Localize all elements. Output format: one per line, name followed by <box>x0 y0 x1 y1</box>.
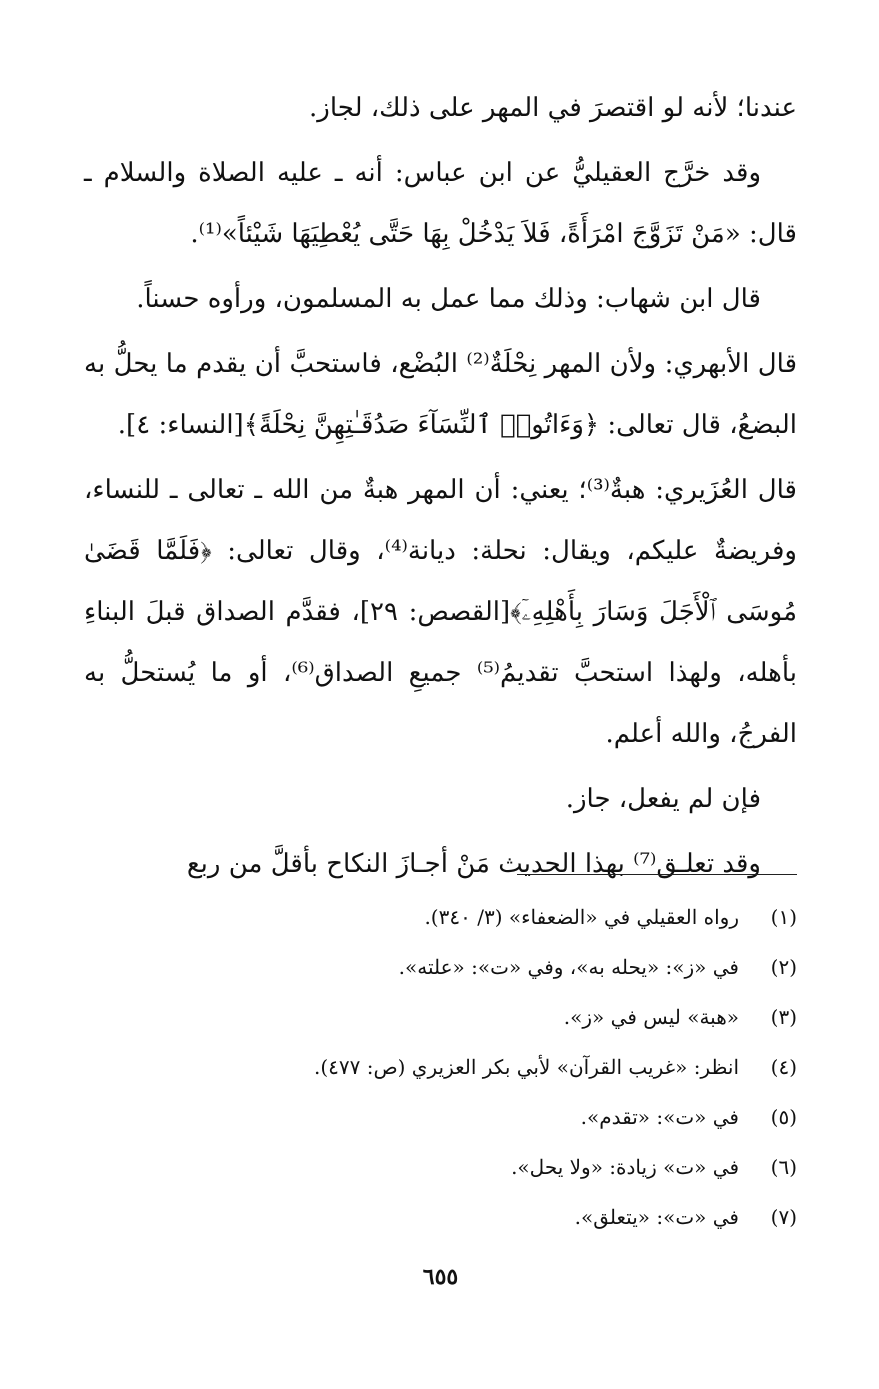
footnote-number: (٣) <box>770 1005 797 1029</box>
footnote-text: انظر: «غريب القرآن» لأبي بكر العزيري (ص: ٤٧٧). <box>313 1055 739 1079</box>
footnote-text: رواه العقيلي في «الضعفاء» (٣/ ٣٤٠). <box>424 905 739 929</box>
paragraph-4: قال الأبهري: ولأن المهر نِحْلَةٌ⁽²⁾ البُضْع، فاستحبَّ أن يقدم ما يحلُّ به البضعُ، قال تعالى: ﴿وَءَاتُوا۟ ٱلنِّسَآءَ صَدُقَـٰتِهِنَّ نِحْلَةً﴾[النساء: ٤]. <box>84 349 797 440</box>
footnote-4 <box>84 1042 797 1092</box>
footnote-separator <box>517 874 797 875</box>
footnote-number: (٧) <box>770 1205 797 1229</box>
main-text <box>84 78 797 895</box>
footnote-text: في «ت» زيادة: «ولا يحل». <box>511 1155 739 1179</box>
footnote-6 <box>84 1142 797 1192</box>
footnote-3 <box>84 992 797 1042</box>
footnotes <box>84 892 797 1242</box>
footnote-text: في «ت»: «يتعلق». <box>574 1205 739 1229</box>
footnote-2 <box>84 942 797 992</box>
paragraph-2: وقد خرَّج العقيليُّ عن ابن عباس: أنه ـ عليه الصلاة والسلام ـ قال: «مَنْ تَزَوَّجَ امْرَأَةً، فَلاَ يَدْخُلْ بِهَا حَتَّى يُعْطِيَهَا شَيْئاً»⁽¹⁾. <box>84 158 797 249</box>
footnote-1 <box>84 892 797 942</box>
footnote-text: «هبة» ليس في «ز». <box>563 1005 739 1029</box>
footnote-number: (٥) <box>770 1105 797 1129</box>
book-page <box>84 78 797 1389</box>
footnote-7 <box>84 1192 797 1242</box>
footnote-number: (٢) <box>770 955 797 979</box>
footnote-5 <box>84 1092 797 1142</box>
footnote-text: في «ز»: «يحله به»، وفي «ت»: «علته». <box>398 955 739 979</box>
footnote-number: (٦) <box>770 1155 797 1179</box>
footnote-text: في «ت»: «تقدم». <box>580 1105 739 1129</box>
paragraph-6: فإن لم يفعل، جاز. <box>565 784 761 814</box>
paragraph-5: قال العُزَيري: هبةٌ⁽³⁾؛ يعني: أن المهر هبةٌ من الله ـ تعالى ـ للنساء، وفريضةٌ عليكم، ويقال: نحلة: ديانة⁽⁴⁾، وقال تعالى: ﴿فَلَمَّا قَضَىٰ مُوسَى ٱلْأَجَلَ وَسَارَ بِأَهْلِهِۦٓ﴾[القصص: ٢٩]، فقدَّم الصداق قبلَ البناءِ بأهله، ولهذا استحبَّ تقديمُ⁽⁵⁾ جميعِ الصداق⁽⁶⁾، أو ما يُستحلُّ به الفرجُ، والله أعلم. <box>84 475 798 749</box>
footnote-number: (٤) <box>770 1055 797 1079</box>
paragraph-7: وقد تعلـق⁽⁷⁾ بهذا الحديث مَنْ أجـازَ النكاح بأقلَّ من ربع <box>186 849 761 879</box>
footnote-number: (١) <box>770 905 797 929</box>
paragraph-3: قال ابن شهاب: وذلك مما عمل به المسلمون، ورأوه حسناً. <box>136 284 761 314</box>
page-number: ٦٥٥ <box>422 1264 459 1290</box>
paragraph-1: عندنا؛ لأنه لو اقتصرَ في المهر على ذلك، لجاز. <box>309 93 797 123</box>
